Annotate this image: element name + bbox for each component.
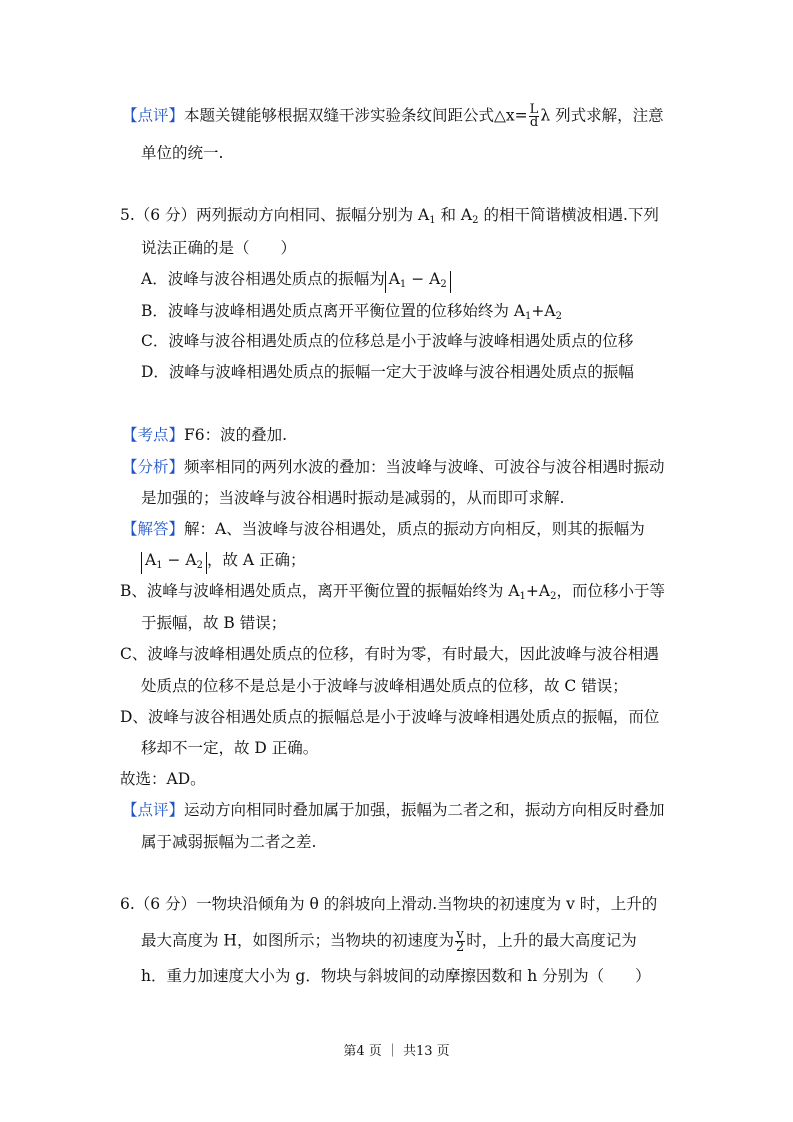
q5-stem-line2: 说法正确的是（ ） [141,239,297,257]
q4-comment-line1: 【点评】本题关键能够根据双缝干涉实验条纹间距公式△x= $\frac{L}{d}$ λ 列式求解，注意 [122,102,664,130]
q6-line2: 最大高度为 H，如图所示；当物块的初速度为 $\frac{v}{2}$ 时，上升的最大高度记为 [141,927,637,955]
fraction-v-over-2: $\frac{v}{2}$ [455,927,465,955]
q4-comment-text: 本题关键能够根据双缝干涉实验条纹间距公式△x= [184,106,528,125]
solution-d-line1: D、波峰与波谷相遇处质点的振幅总是小于波峰与波峰相遇处质点的振幅，而位 [120,708,660,726]
fraction-l-over-d: $\frac{L}{d}$ [529,102,539,130]
q5-option-a: A．波峰与波谷相遇处质点的振幅为 $A_1 - A_2$ [141,269,451,293]
dianping-line1: 【点评】运动方向相同时叠加属于加强，振幅为二者之和，振动方向相反时叠加 [122,801,665,819]
solution-c-line2: 处质点的位移不是总是小于波峰与波峰相遇处质点的位移，故 C 错误； [141,677,628,695]
fenxi-line2: 是加强的；当波峰与波谷相遇时振动是减弱的，从而即可求解. [141,489,565,507]
q4-comment-line2: 单位的统一. [141,144,224,162]
q6-line1: 6.（6 分）一物块沿倾角为 θ 的斜坡向上滑动.当物块的初速度为 v 时，上升的 [120,895,658,913]
jieda-line1: 【解答】解：A、当波峰与波谷相遇处，质点的振动方向相反，则其的振幅为 [122,520,645,538]
page-footer: 第4 页 ｜ 共13 页 [343,1044,450,1059]
fenxi-line1: 【分析】频率相同的两列水波的叠加：当波峰与波峰、可波谷与波谷相遇时振动 [122,458,665,476]
jieda-line2: $A_1 - A_2$ ，故 A 正确； [141,550,306,574]
jieda-tag: 【解答】 [122,520,185,538]
kaodian-line: 【考点】F6：波的叠加. [122,426,288,444]
fenxi-tag: 【分析】 [122,458,185,476]
q5-option-d: D．波峰与波峰相遇处质点的振幅一定大于波峰与波谷相遇处质点的振幅 [141,363,634,381]
answer-line: 故选：AD。 [120,770,206,788]
solution-b-line1: B、波峰与波峰相遇处质点，离开平衡位置的振幅始终为 $A_1+A_2$，而位移小于等 [120,582,665,602]
kaodian-tag: 【考点】 [122,426,185,444]
solution-b-line2: 于振幅，故 B 错误； [141,614,287,632]
dianping-tag: 【点评】 [122,106,185,125]
q6-line3: h．重力加速度大小为 g．物块与斜坡间的动摩擦因数和 h 分别为（ ） [141,967,651,985]
q5-stem-line1: 5.（6 分）两列振动方向相同、振幅分别为 $A_1$ 和 $A_2$ 的相干简谐横波相遇.下列 [120,206,659,226]
q5-option-c: C．波峰与波谷相遇处质点的位移总是小于波峰与波峰相遇处质点的位移 [141,332,634,350]
abs-value: $A_1 - A_2$ [385,271,451,293]
q5-option-b: B．波峰与波峰相遇处质点离开平衡位置的位移始终为 $A_1+A_2$ [141,302,562,322]
solution-c-line1: C、波峰与波峰相遇处质点的位移，有时为零，有时最大，因此波峰与波谷相遇 [120,645,659,663]
solution-d-line2: 移却不一定，故 D 正确。 [141,739,319,757]
dianping-tag: 【点评】 [122,801,185,819]
abs-value: $A_1 - A_2$ [141,552,207,574]
dianping-line2: 属于减弱振幅为二者之差. [141,833,317,851]
